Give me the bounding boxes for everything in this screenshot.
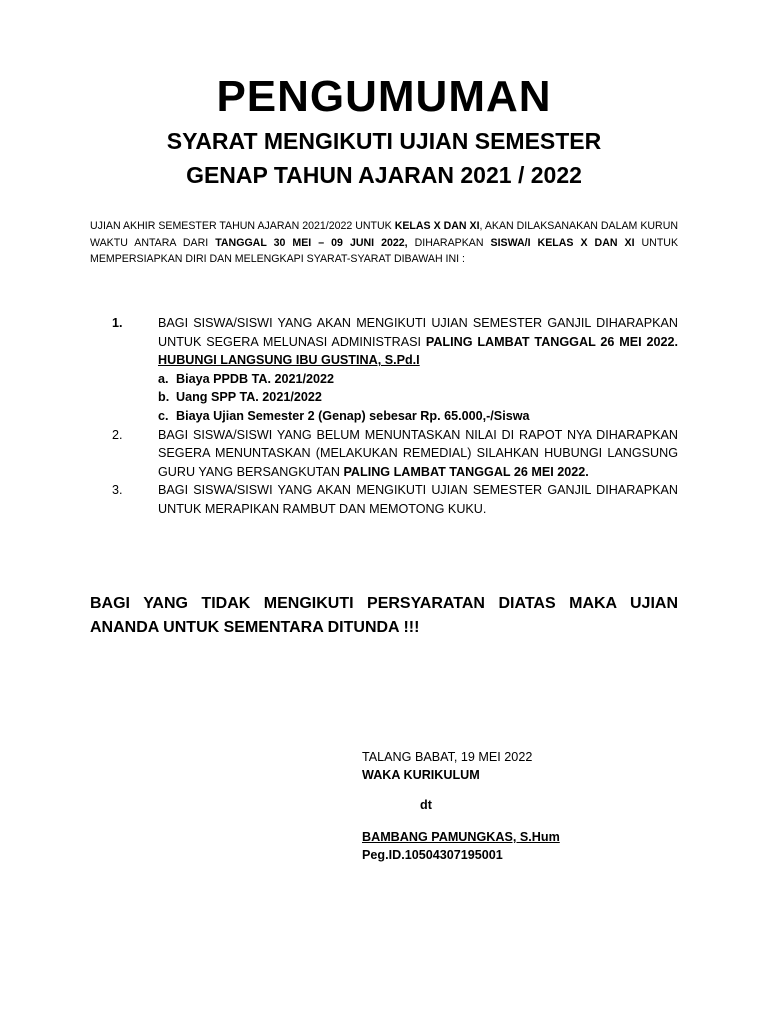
intro-text-1: UJIAN AKHIR SEMESTER TAHUN AJARAN 2021/2022 UNTUK xyxy=(90,220,395,232)
signature-mark: dt xyxy=(420,798,432,812)
signature-place-date: TALANG BABAT, 19 MEI 2022 xyxy=(362,750,533,764)
intro-bold-students: SISWA/I KELAS X DAN XI xyxy=(490,236,635,249)
item-number: 1. xyxy=(112,316,123,330)
item-deadline: PALING LAMBAT TANGGAL 26 MEI 2022. xyxy=(425,334,679,349)
intro-bold-classes: KELAS X DAN XI xyxy=(394,220,480,232)
sublist-item xyxy=(158,407,678,426)
item-body xyxy=(158,426,678,482)
item-body xyxy=(158,314,678,426)
intro-paragraph xyxy=(90,218,678,268)
list-item xyxy=(112,481,678,518)
sublist-item xyxy=(158,388,678,407)
item-body xyxy=(158,481,678,518)
intro-text-2: , AKAN DILAKSANAKAN DALAM KURUN WAKTU ANTARA DARI xyxy=(90,220,678,249)
item-deadline: PALING LAMBAT TANGGAL 26 MEI 2022. xyxy=(343,464,589,479)
sublist-item xyxy=(158,370,678,389)
sublist-text: Biaya PPDB TA. 2021/2022 xyxy=(176,371,334,386)
signature-position: WAKA KURIKULUM xyxy=(362,768,480,782)
list-item xyxy=(112,314,678,426)
list-item xyxy=(112,426,678,482)
item-text: BAGI SISWA/SISWI YANG AKAN MENGIKUTI UJIAN SEMESTER GANJIL DIHARAPKAN UNTUK SEGERA MELUNASI ADMINISTRASI xyxy=(158,316,678,349)
page-title: PENGUMUMAN xyxy=(216,72,552,121)
intro-text-3: DIHARAPKAN xyxy=(407,236,491,249)
fee-sublist xyxy=(158,370,678,426)
item-number: 2. xyxy=(112,427,123,442)
item-text: BAGI SISWA/SISWI YANG AKAN MENGIKUTI UJIAN SEMESTER GANJIL DIHARAPKAN UNTUK MERAPIKAN RAMBUT DAN MEMOTONG KUKU. xyxy=(158,483,678,516)
subtitle-line-1: SYARAT MENGIKUTI UJIAN SEMESTER xyxy=(166,128,602,154)
sublist-letter: a. xyxy=(158,371,169,386)
intro-text-4: UNTUK MEMPERSIAPKAN DIRI DAN MELENGKAPI SYARAT-SYARAT DIBAWAH INI : xyxy=(90,236,679,265)
sublist-text: Biaya Ujian Semester 2 (Genap) sebesar Rp. 65.000,-/Siswa xyxy=(176,408,530,423)
subtitle-line-2: GENAP TAHUN AJARAN 2021 / 2022 xyxy=(186,162,582,188)
item-number: 3. xyxy=(112,483,123,498)
signatory-name: BAMBANG PAMUNGKAS, S.Hum xyxy=(362,830,560,844)
warning-notice: BAGI YANG TIDAK MENGIKUTI PERSYARATAN DIATAS MAKA UJIAN ANANDA UNTUK SEMENTARA DITUNDA !!! xyxy=(90,595,678,636)
intro-bold-dates: TANGGAL 30 MEI – 09 JUNI 2022, xyxy=(215,236,408,249)
sublist-letter: b. xyxy=(158,390,170,405)
signature-block xyxy=(362,748,682,864)
sublist-text: Uang SPP TA. 2021/2022 xyxy=(176,390,322,405)
item-text: BAGI SISWA/SISWI YANG BELUM MENUNTASKAN NILAI DI RAPOT NYA DIHARAPKAN SEGERA MENUNTASKAN (MELAKUKAN REMEDIAL) SILAHKAN HUBUNGI LANGSUNG GURU YANG BERSANGKUTAN xyxy=(158,427,678,479)
signatory-id: Peg.ID.10504307195001 xyxy=(362,848,503,862)
sublist-letter: c. xyxy=(158,408,169,423)
item-contact: HUBUNGI LANGSUNG IBU GUSTINA, S.Pd.I xyxy=(158,353,420,368)
requirements-list xyxy=(112,314,678,519)
